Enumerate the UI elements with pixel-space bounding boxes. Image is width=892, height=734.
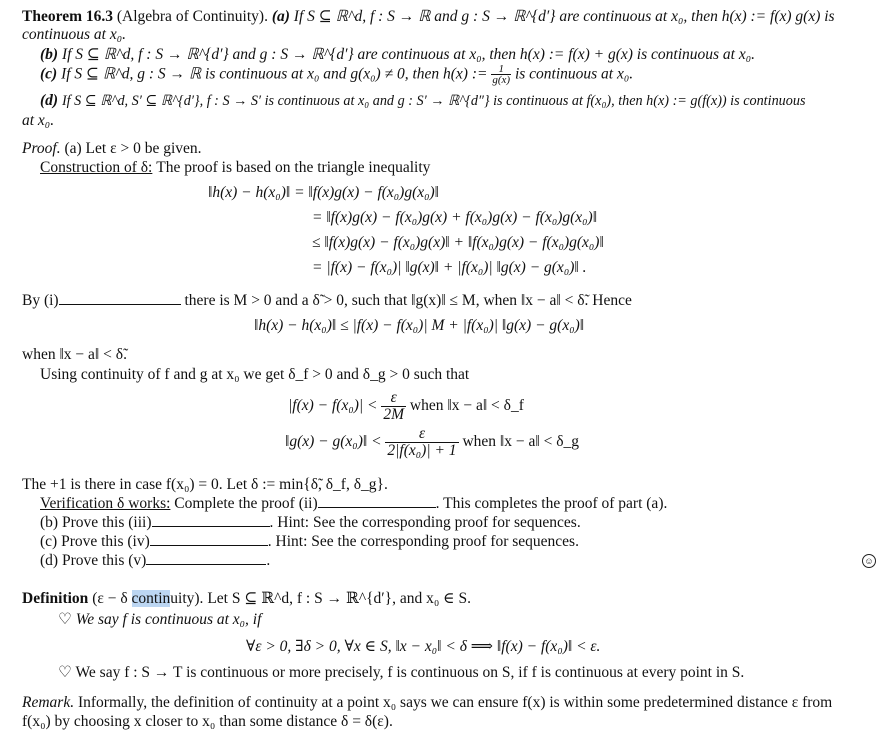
by-i-rest: there is M > 0 and a δ̃ > 0, such that ‖g(x)‖ ≤ M, when ‖x − a‖ < δ̃. Hence bbox=[184, 292, 632, 309]
ineq2-num: ε bbox=[385, 426, 458, 443]
ineq1-num: ε bbox=[381, 390, 406, 407]
theorem-d-text2: at x₀. bbox=[22, 112, 55, 129]
theorem-line-b bbox=[40, 46, 755, 64]
equation-3: ≤ ‖f(x)g(x) − f(x₀)g(x)‖ + ‖f(x₀)g(x) − f(x₀)g(x₀)‖ bbox=[312, 234, 604, 251]
equation-2: = ‖f(x)g(x) − f(x₀)g(x) + f(x₀)g(x) − f(x₀)g(x₀)‖ bbox=[312, 209, 598, 226]
definition-item-1 bbox=[58, 611, 261, 629]
blank-v[interactable] bbox=[146, 552, 266, 565]
theorem-line-a bbox=[22, 8, 835, 26]
proof-a-start: (a) Let ε > 0 be given. bbox=[64, 140, 202, 157]
when-line: when ‖x − a‖ < δ̃. bbox=[22, 346, 127, 363]
b-prove: (b) Prove this (iii) bbox=[40, 514, 152, 531]
inequality-2 bbox=[285, 426, 579, 459]
verification-label: Verification δ works: bbox=[40, 495, 171, 512]
b-prove-line bbox=[40, 514, 581, 532]
remark-text-1: Informally, the definition of continuity at a point x₀ says we can ensure f(x) is within some predetermined distance ε from bbox=[77, 694, 833, 711]
equation-1: ‖h(x) − h(x₀)‖ = ‖f(x)g(x) − f(x₀)g(x₀)‖ bbox=[208, 184, 440, 201]
blank-ii[interactable] bbox=[318, 495, 436, 508]
theorem-head: Theorem 16.3 bbox=[22, 8, 113, 25]
construction-label: Construction of δ: bbox=[40, 159, 153, 176]
c-hint: . Hint: See the corresponding proof for sequences. bbox=[267, 533, 579, 550]
remark-line-1 bbox=[22, 694, 832, 712]
theorem-a-text2: continuous at x₀. bbox=[22, 26, 126, 43]
theorem-a-label: (a) bbox=[271, 8, 290, 25]
theorem-c-frac-num: 1 bbox=[491, 64, 511, 75]
ineq1-right: when ‖x − a‖ < δ_f bbox=[409, 397, 524, 415]
remark-text-2: f(x₀) by choosing x closer to x₀ than some distance δ = δ(ε). bbox=[22, 713, 393, 730]
proof-label: Proof. bbox=[22, 140, 61, 157]
definition-intro: Let S ⊆ ℝ^d, f : S → ℝ^{d′}, and x₀ ∈ S. bbox=[207, 590, 471, 607]
ineq2-den: 2|f(x₀)| + 1 bbox=[387, 442, 457, 459]
definition-title-highlight[interactable]: contin bbox=[131, 590, 171, 607]
by-i-line bbox=[22, 292, 632, 310]
construction-line bbox=[40, 159, 430, 177]
theorem-line-d bbox=[40, 92, 805, 110]
theorem-c-label: (c) bbox=[40, 65, 58, 83]
ineq1-den: 2M bbox=[383, 406, 405, 423]
verification-line bbox=[40, 495, 667, 513]
ineq1-fraction bbox=[381, 390, 406, 423]
remark-label: Remark. bbox=[22, 694, 75, 711]
definition-item-2 bbox=[58, 664, 744, 682]
definition-title-pre: (ε − δ bbox=[92, 590, 132, 607]
smiley-icon: ☺ bbox=[862, 554, 876, 568]
theorem-d-label: (d) bbox=[40, 92, 59, 109]
theorem-c-text-post: is continuous at x₀. bbox=[514, 65, 634, 83]
heart-icon: ♡ bbox=[58, 611, 72, 628]
ineq2-fraction bbox=[385, 426, 458, 459]
blank-i[interactable] bbox=[59, 292, 181, 305]
ineq1-left: |f(x) − f(x₀)| < bbox=[288, 397, 378, 415]
ineq2-left: ‖g(x) − g(x₀)‖ < bbox=[285, 433, 382, 451]
theorem-c-text-pre: If S ⊆ ℝ^d, g : S → ℝ is continuous at x₀ and g(x₀) ≠ 0, then h(x) := bbox=[61, 65, 488, 83]
verification-text: Complete the proof (ii) bbox=[174, 495, 318, 512]
construction-text: The proof is based on the triangle inequality bbox=[156, 159, 431, 176]
using-line: Using continuity of f and g at x₀ we get δ_f > 0 and δ_g > 0 such that bbox=[40, 366, 470, 383]
definition-line bbox=[22, 590, 471, 608]
d-end: . bbox=[266, 552, 271, 569]
theorem-c-fraction bbox=[491, 64, 511, 86]
theorem-b-text: If S ⊆ ℝ^d, f : S → ℝ^{d′} and g : S → ℝ^{d′} are continuous at x₀, then h(x) := f(x) + g(x) is continuous at x₀. bbox=[61, 46, 755, 63]
inequality-1 bbox=[288, 390, 524, 423]
ineq2-right: when ‖x − a‖ < δ_g bbox=[462, 433, 580, 451]
theorem-d-text: If S ⊆ ℝ^d, S′ ⊆ ℝ^{d′}, f : S → S′ is continuous at x₀ and g : S′ → ℝ^{d″} is continuous at f(x₀), then h(x) := g(f(x)) is continuous bbox=[61, 93, 806, 109]
c-prove: (c) Prove this (iv) bbox=[40, 533, 150, 550]
definition-item-2-text: We say f : S → T is continuous or more precisely, f is continuous on S, if f is continuous at every point in S. bbox=[75, 664, 745, 681]
heart-icon: ♡ bbox=[58, 664, 72, 681]
theorem-line-c bbox=[40, 64, 633, 86]
c-prove-line bbox=[40, 533, 579, 551]
d-prove-line bbox=[40, 552, 270, 570]
blank-iii[interactable] bbox=[152, 514, 270, 527]
plus-one-line: The +1 is there in case f(x₀) = 0. Let δ := min{δ̃, δ_f, δ_g}. bbox=[22, 476, 388, 493]
d-prove: (d) Prove this (v) bbox=[40, 552, 147, 569]
blank-iv[interactable] bbox=[150, 533, 268, 546]
proof-start bbox=[22, 140, 202, 158]
equation-5: ‖h(x) − h(x₀)‖ ≤ |f(x) − f(x₀)| M + |f(x₀)| ‖g(x) − g(x₀)‖ bbox=[254, 317, 585, 334]
definition-formula: ∀ε > 0, ∃δ > 0, ∀x ∈ S, ‖x − x₀‖ < δ ⟹ ‖f(x) − f(x₀)‖ < ε. bbox=[246, 638, 601, 655]
theorem-c-frac-den: g(x) bbox=[492, 74, 511, 86]
theorem-title: (Algebra of Continuity). bbox=[116, 8, 268, 25]
definition-head: Definition bbox=[22, 590, 89, 607]
b-hint: . Hint: See the corresponding proof for sequences. bbox=[269, 514, 581, 531]
definition-item-1-text: We say f is continuous at x₀, if bbox=[75, 611, 262, 628]
equation-4: = |f(x) − f(x₀)| ‖g(x)‖ + |f(x₀)| ‖g(x) − g(x₀)‖ . bbox=[312, 259, 587, 276]
by-i-label: By (i) bbox=[22, 292, 59, 309]
theorem-b-label: (b) bbox=[40, 46, 59, 63]
verification-end: . This completes the proof of part (a). bbox=[435, 495, 668, 512]
definition-title-post: uity). bbox=[170, 590, 204, 607]
theorem-a-text: If S ⊆ ℝ^d, f : S → ℝ and g : S → ℝ^{d′} are continuous at x₀, then h(x) := f(x) g(x) is bbox=[293, 8, 835, 25]
